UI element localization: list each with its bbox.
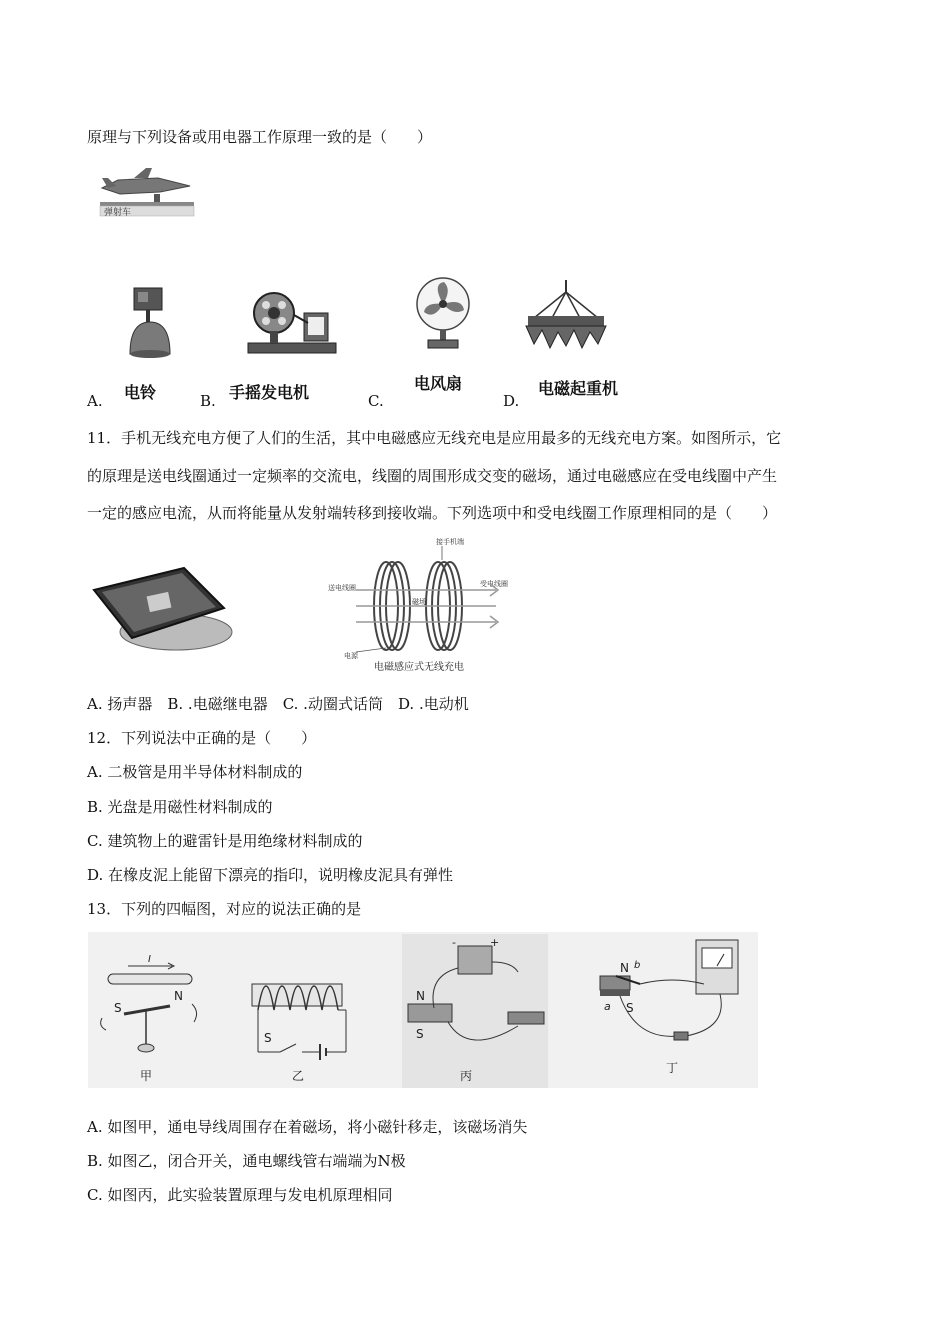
- q12-option-c: C. 建筑物上的避雷针是用绝缘材料制成的: [87, 832, 363, 850]
- bing-minus: -: [452, 936, 456, 949]
- ding-n: N: [620, 961, 629, 975]
- coil-label-phone-end: 接手机端: [436, 538, 464, 546]
- yi-s-label: S: [264, 1031, 272, 1045]
- q13-option-a: A. 如图甲，通电导线周围存在着磁场，将小磁针移走，该磁场消失: [87, 1118, 528, 1136]
- coil-diagram-caption: 电磁感应式无线充电: [374, 662, 464, 672]
- coil-label-source: 电源: [344, 652, 358, 660]
- bing-plus: +: [490, 936, 500, 949]
- wireless-charging-coils-diagram: [326, 534, 516, 672]
- ding-a: a: [604, 1000, 611, 1013]
- yi-name: 乙: [292, 1069, 305, 1083]
- q10-stem: 原理与下列设备或用电器工作原理一致的是（ ）: [87, 128, 433, 146]
- electric-bell-figure: [124, 282, 176, 360]
- q10-option-d-letter: D.: [503, 392, 520, 410]
- q13-stem: 13．下列的四幅图，对应的说法正确的是: [87, 900, 362, 918]
- q13-figures: [88, 932, 758, 1088]
- coil-label-field: 磁场: [412, 598, 426, 606]
- q10-option-a-caption: 电铃: [124, 383, 157, 402]
- q13-option-b: B. 如图乙，闭合开关，通电螺线管右端端为N极: [87, 1152, 406, 1170]
- q12-option-a: A. 二极管是用半导体材料制成的: [87, 763, 303, 781]
- q10-option-d-caption: 电磁起重机: [538, 379, 619, 398]
- bing-s: S: [416, 1027, 424, 1041]
- q11-line-1: 11．手机无线充电方便了人们的生活，其中电磁感应无线充电是应用最多的无线充电方案。如图所示，它: [87, 429, 782, 447]
- electric-fan-figure: [410, 276, 476, 352]
- coil-label-send: 送电线圈: [328, 584, 356, 592]
- catapult-figure: [98, 166, 196, 218]
- figure-bing: [402, 934, 548, 1088]
- electromagnetic-crane-figure: [522, 278, 610, 354]
- q10-option-c-letter: C.: [368, 392, 384, 410]
- q11-line-2: 的原理是送电线圈通过一定频率的交流电，线圈的周围形成交变的磁场，通过电磁感应在受电线圈中产生: [87, 467, 778, 485]
- coil-label-receive: 受电线圈: [480, 580, 508, 588]
- q12-stem: 12．下列说法中正确的是（ ）: [87, 729, 317, 747]
- q13-option-c: C. 如图丙，此实验装置原理与发电机原理相同: [87, 1186, 393, 1204]
- ding-b: b: [634, 960, 641, 971]
- q10-option-a-letter: A.: [87, 392, 103, 410]
- bing-n: N: [416, 989, 425, 1003]
- ding-name: 丁: [666, 1061, 679, 1075]
- q11-line-3: 一定的感应电流，从而将能量从发射端转移到接收端。下列选项中和受电线圈工作原理相同的是（ ）: [87, 504, 778, 522]
- jia-s-label: S: [114, 1001, 122, 1015]
- phone-wireless-charger-figure: [88, 560, 236, 656]
- q10-option-c-caption: 电风扇: [414, 374, 463, 393]
- catapult-label: 弹射车: [104, 208, 132, 218]
- q11-options: A. 扬声器 B. .电磁继电器 C. .动圈式话筒 D. .电动机: [87, 695, 469, 713]
- q12-option-b: B. 光盘是用磁性材料制成的: [87, 798, 273, 816]
- q10-option-b-caption: 手摇发电机: [229, 383, 310, 402]
- hand-generator-figure: [246, 285, 338, 357]
- jia-current-label: I: [148, 954, 151, 965]
- ding-s: S: [626, 1001, 634, 1015]
- q10-option-b-letter: B.: [200, 392, 216, 410]
- q12-option-d: D. 在橡皮泥上能留下漂亮的指印，说明橡皮泥具有弹性: [87, 866, 454, 884]
- jia-n-label: N: [174, 989, 183, 1003]
- bing-name: 丙: [460, 1069, 473, 1083]
- jia-name: 甲: [140, 1069, 153, 1083]
